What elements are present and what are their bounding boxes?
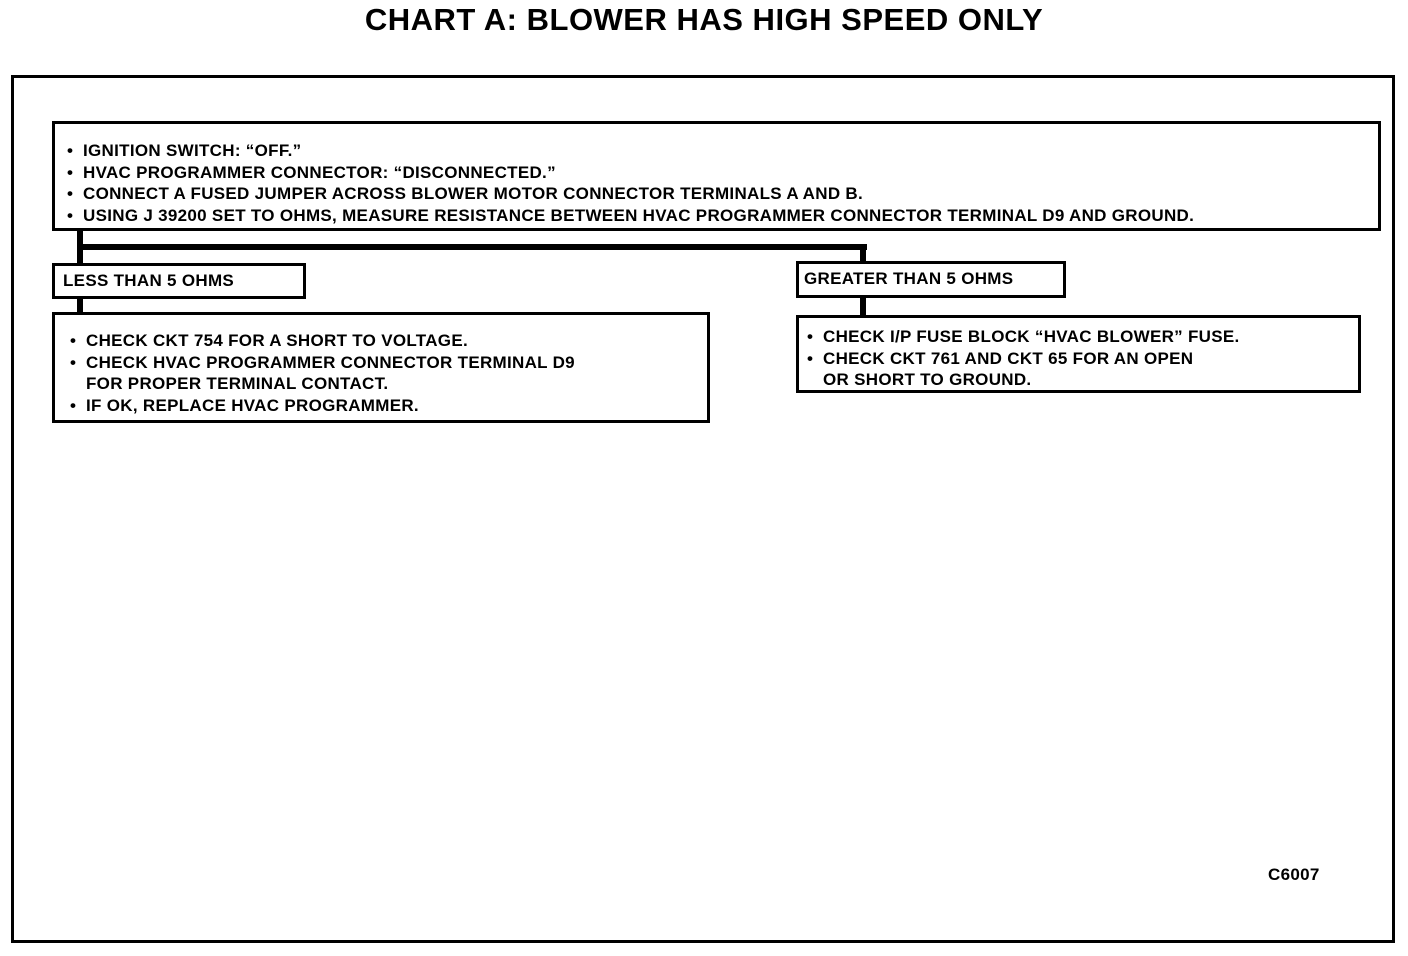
figure-code: C6007 bbox=[1268, 865, 1320, 884]
step-programmer-connector: • HVAC PROGRAMMER CONNECTOR: “DISCONNECTED.” bbox=[67, 162, 1378, 184]
greater-than-5-ohms-label: GREATER THAN 5 OHMS bbox=[796, 261, 1066, 298]
connector-line-to-left-label bbox=[77, 244, 83, 264]
step-ignition-switch: • IGNITION SWITCH: “OFF.” bbox=[67, 140, 1378, 162]
connector-line-right-action bbox=[860, 298, 866, 316]
action-check-terminal-d9: • CHECK HVAC PROGRAMMER CONNECTOR TERMINAL D9 FOR PROPER TERMINAL CONTACT. bbox=[70, 352, 707, 395]
less-than-5-ohms-action-list bbox=[70, 330, 707, 416]
less-than-5-ohms-label: LESS THAN 5 OHMS bbox=[52, 263, 306, 299]
step-fused-jumper: • CONNECT A FUSED JUMPER ACROSS BLOWER MOTOR CONNECTOR TERMINALS A AND B. bbox=[67, 183, 1378, 205]
step-measure-resistance: • USING J 39200 SET TO OHMS, MEASURE RESISTANCE BETWEEN HVAC PROGRAMMER CONNECTOR TERMINAL D9 AND GROUND. bbox=[67, 205, 1378, 227]
greater-than-5-ohms-action-box bbox=[796, 315, 1361, 393]
connector-line-left-action bbox=[77, 299, 83, 313]
connector-line-horizontal bbox=[77, 244, 867, 250]
action-replace-programmer: • IF OK, REPLACE HVAC PROGRAMMER. bbox=[70, 395, 707, 417]
action-check-ckt-754: • CHECK CKT 754 FOR A SHORT TO VOLTAGE. bbox=[70, 330, 707, 352]
action-check-fuse: • CHECK I/P FUSE BLOCK “HVAC BLOWER” FUSE. bbox=[807, 326, 1358, 348]
test-procedure-box bbox=[52, 121, 1381, 231]
test-procedure-list bbox=[67, 140, 1378, 226]
action-check-ckt-761-65: • CHECK CKT 761 AND CKT 65 FOR AN OPEN OR SHORT TO GROUND. bbox=[807, 348, 1358, 391]
chart-title: CHART A: BLOWER HAS HIGH SPEED ONLY bbox=[364, 2, 1044, 37]
less-than-5-ohms-action-box bbox=[52, 312, 710, 423]
greater-than-5-ohms-action-list bbox=[807, 326, 1358, 391]
